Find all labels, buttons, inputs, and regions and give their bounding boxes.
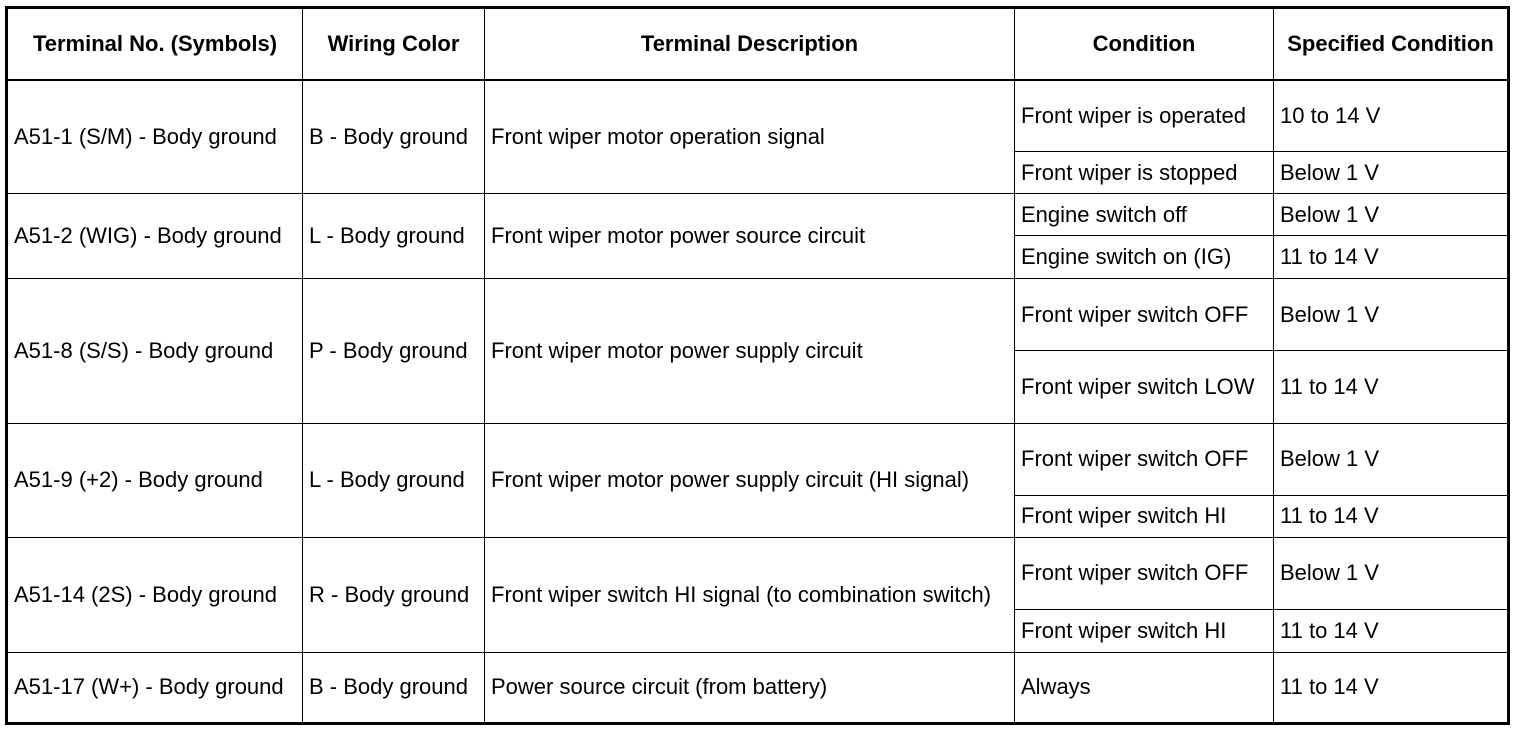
- specified-condition-cell: 11 to 14 V: [1274, 609, 1509, 652]
- condition-cell: Front wiper switch HI: [1015, 495, 1274, 537]
- wiring-color-cell: P - Body ground: [303, 279, 485, 423]
- specified-condition-cell: 11 to 14 V: [1274, 351, 1509, 423]
- condition-cell: Front wiper is operated: [1015, 80, 1274, 152]
- description-cell: Front wiper motor operation signal: [485, 80, 1015, 194]
- header-specified-condition: Specified Condition: [1274, 8, 1509, 80]
- specified-condition-cell: Below 1 V: [1274, 194, 1509, 236]
- description-cell: Front wiper motor power supply circuit (HI signal): [485, 423, 1015, 537]
- header-wiring-color: Wiring Color: [303, 8, 485, 80]
- specified-condition-cell: Below 1 V: [1274, 423, 1509, 495]
- condition-cell: Engine switch on (IG): [1015, 236, 1274, 279]
- condition-cell: Front wiper switch HI: [1015, 609, 1274, 652]
- header-row: [7, 8, 1509, 80]
- table-row: [7, 537, 1509, 609]
- specified-condition-cell: Below 1 V: [1274, 537, 1509, 609]
- specified-condition-cell: Below 1 V: [1274, 279, 1509, 351]
- header-terminal-description: Terminal Description: [485, 8, 1015, 80]
- table-row: [7, 423, 1509, 495]
- description-cell: Front wiper motor power source circuit: [485, 194, 1015, 279]
- specified-condition-cell: 11 to 14 V: [1274, 495, 1509, 537]
- terminal-cell: A51-17 (W+) - Body ground: [7, 652, 303, 723]
- description-cell: Front wiper switch HI signal (to combination switch): [485, 537, 1015, 652]
- wiring-color-cell: L - Body ground: [303, 194, 485, 279]
- terminal-cell: A51-1 (S/M) - Body ground: [7, 80, 303, 194]
- condition-cell: Front wiper switch OFF: [1015, 279, 1274, 351]
- wiring-color-cell: R - Body ground: [303, 537, 485, 652]
- header-terminal: Terminal No. (Symbols): [7, 8, 303, 80]
- condition-cell: Front wiper switch OFF: [1015, 423, 1274, 495]
- table-row: [7, 652, 1509, 723]
- condition-cell: Front wiper is stopped: [1015, 152, 1274, 194]
- header-condition: Condition: [1015, 8, 1274, 80]
- specified-condition-cell: 10 to 14 V: [1274, 80, 1509, 152]
- terminal-cell: A51-9 (+2) - Body ground: [7, 423, 303, 537]
- wiring-color-cell: L - Body ground: [303, 423, 485, 537]
- condition-cell: Engine switch off: [1015, 194, 1274, 236]
- wiring-color-cell: B - Body ground: [303, 80, 485, 194]
- terminal-cell: A51-8 (S/S) - Body ground: [7, 279, 303, 423]
- description-cell: Front wiper motor power supply circuit: [485, 279, 1015, 423]
- specified-condition-cell: 11 to 14 V: [1274, 236, 1509, 279]
- table-row: [7, 194, 1509, 236]
- condition-cell: Front wiper switch LOW: [1015, 351, 1274, 423]
- description-cell: Power source circuit (from battery): [485, 652, 1015, 723]
- terminal-spec-table: [5, 6, 1510, 725]
- condition-cell: Always: [1015, 652, 1274, 723]
- table-row: [7, 279, 1509, 351]
- table-row: [7, 80, 1509, 152]
- specified-condition-cell: 11 to 14 V: [1274, 652, 1509, 723]
- terminal-cell: A51-14 (2S) - Body ground: [7, 537, 303, 652]
- specified-condition-cell: Below 1 V: [1274, 152, 1509, 194]
- condition-cell: Front wiper switch OFF: [1015, 537, 1274, 609]
- wiring-color-cell: B - Body ground: [303, 652, 485, 723]
- terminal-cell: A51-2 (WIG) - Body ground: [7, 194, 303, 279]
